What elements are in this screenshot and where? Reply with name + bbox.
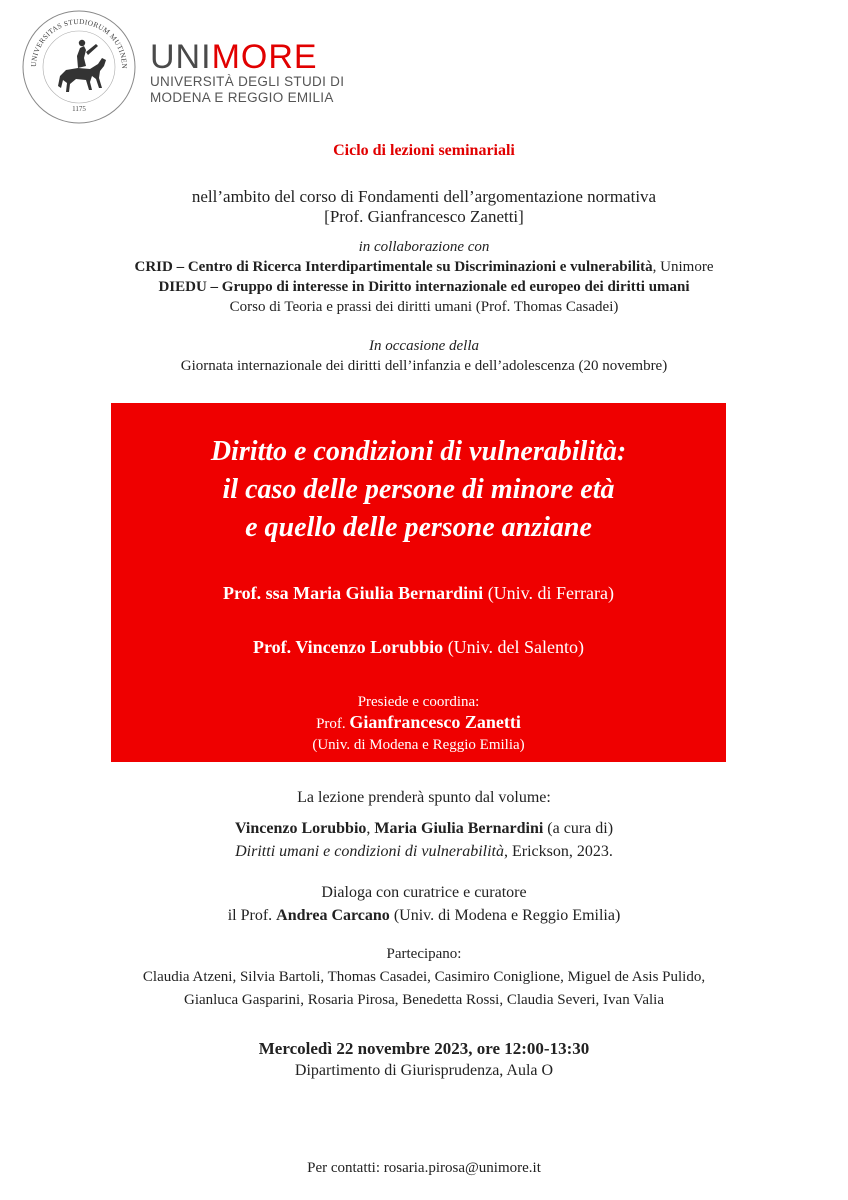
dialogue-line1: Dialoga con curatrice e curatore [321, 884, 527, 901]
lecture-title-line1: Diritto e condizioni di vulnerabilità: [210, 436, 627, 467]
collab-diedu: DIEDU – Gruppo di interesse in Diritto internazionale ed europeo dei diritti umani [158, 279, 690, 295]
svg-text:UNIVERSITAS STUDIORUM MUTINENS [20, 8, 129, 69]
occasion-text: Giornata internazionale dei diritti dell’infanzia e dell’adolescenza (20 novembre) [180, 358, 668, 374]
lecture-title-line3: e quello delle persone anziane [245, 512, 592, 543]
event-datetime: Mercoledì 22 novembre 2023, ore 12:00-13:30 [258, 1039, 590, 1058]
volume-author-1: Vincenzo Lorubbio [234, 820, 367, 837]
dialogue-name: Andrea Carcano [276, 907, 390, 924]
crid-name: CRID – Centro di Ricerca Interdipartimentale su Discriminazioni e vulnerabilità [134, 259, 653, 275]
crid-rest: , Unimore [652, 259, 714, 275]
seal-text: UNIVERSITAS STUDIORUM MUTINEN [28, 16, 130, 70]
logo-line2: MODENA E REGGIO EMILIA [150, 90, 334, 105]
lecture-box [111, 403, 726, 762]
logo-more: MORE [211, 38, 318, 76]
dialogue-line2 [0, 906, 848, 926]
participants-line2: Gianluca Gasparini, Rosaria Pirosa, Benedetta Rossi, Claudia Severi, Ivan Valia [183, 992, 665, 1008]
course-line1: nell’ambito del corso di Fondamenti dell’argomentazione normativa [191, 187, 657, 206]
speaker-2 [111, 637, 726, 658]
course-line2: [Prof. Gianfrancesco Zanetti] [324, 207, 524, 226]
participants-intro: Partecipano: [386, 946, 462, 962]
volume-intro: La lezione prenderà spunto dal volume: [297, 789, 551, 806]
logo-uni: UNI [150, 38, 212, 76]
dialogue-affil: (Univ. di Modena e Reggio Emilia) [389, 907, 621, 924]
collab-intro: in collaborazione con [358, 239, 490, 255]
speaker-1 [111, 583, 726, 604]
chair-name: Gianfrancesco Zanetti [349, 712, 521, 732]
seal-year: 1175 [72, 105, 86, 113]
event-place: Dipartimento di Giurisprudenza, Aula O [294, 1062, 554, 1079]
speaker-2-name: Prof. Vincenzo Lorubbio [253, 637, 444, 657]
chair-prefix: Prof. [316, 716, 350, 732]
speaker-1-affil: (Univ. di Ferrara) [483, 583, 614, 603]
volume-authors [0, 819, 848, 839]
contact: Per contatti: rosaria.pirosa@unimore.it [307, 1160, 541, 1176]
university-seal [20, 8, 138, 126]
collab-crid [0, 258, 848, 277]
chair-affil: (Univ. di Modena e Reggio Emilia) [312, 737, 525, 753]
volume-author-2: Maria Giulia Bernardini [374, 820, 544, 837]
collab-course: Corso di Teoria e prassi dei diritti umani (Prof. Thomas Casadei) [229, 299, 619, 315]
dialogue-prefix: il Prof. [227, 907, 277, 924]
lecture-title-line2: il caso delle persone di minore età [222, 474, 615, 505]
volume-book [0, 842, 848, 862]
series-title: Ciclo di lezioni seminariali [333, 142, 515, 159]
chair-intro: Presiede e coordina: [357, 694, 480, 710]
occasion-intro: In occasione della [369, 338, 479, 354]
volume-editors: (a cura di) [543, 820, 614, 837]
speaker-2-affil: (Univ. del Salento) [443, 637, 584, 657]
participants-line1: Claudia Atzeni, Silvia Bartoli, Thomas Casadei, Casimiro Coniglione, Miguel de Asis Pulido, [142, 969, 706, 985]
volume-book-title: Diritti umani e condizioni di vulnerabilità [235, 843, 504, 860]
volume-author-sep: , [366, 820, 375, 837]
horse-rider-icon [58, 40, 106, 92]
logo-line1: UNIVERSITÀ DEGLI STUDI DI [150, 74, 345, 89]
volume-publisher: , Erickson, 2023. [504, 843, 613, 860]
unimore-logo [150, 40, 344, 106]
chair [111, 712, 726, 733]
speaker-1-name: Prof. ssa Maria Giulia Bernardini [223, 583, 484, 603]
